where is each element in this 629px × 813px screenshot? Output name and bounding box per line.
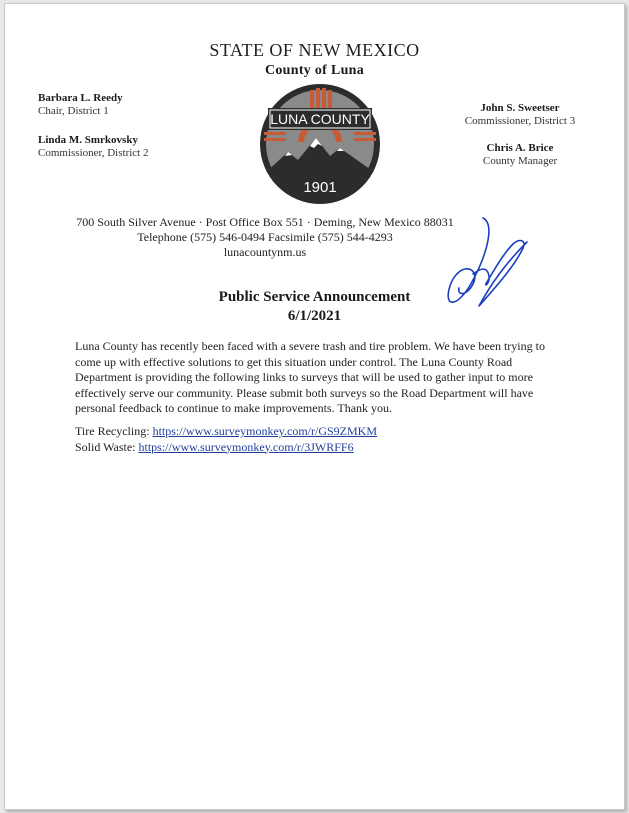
official-right-2 <box>445 142 595 168</box>
official-title: County Manager <box>482 155 558 167</box>
official-name: Linda M. Smrkovsky <box>38 134 138 146</box>
solid-waste-label: Solid Waste: <box>75 439 139 454</box>
website-line: lunacountynm.us <box>223 245 307 259</box>
seal-top-text: LUNA COUNTY <box>270 111 370 127</box>
address-line: 700 South Silver Avenue · Post Office Box 551 · Deming, New Mexico 88031 <box>76 215 454 229</box>
county-heading: County of Luna <box>264 63 365 78</box>
official-name: Chris A. Brice <box>486 142 554 154</box>
solid-waste-line <box>75 440 565 456</box>
announcement-body: Luna County has recently been faced with a severe trash and tire problem. We have been trying to come up with effective solutions to get this situation under control. The Luna County Road Department is providing the following links to surveys that will be used to gather input to more effectively serve our community. Please submit both surveys so the Road Department will have personal feedback to continue to make improvements. Thank you. <box>75 339 545 415</box>
tire-recycling-link[interactable]: https://www.surveymonkey.com/r/GS9ZMKM <box>152 424 377 438</box>
official-title: Chair, District 1 <box>38 105 109 117</box>
address-block <box>65 215 465 260</box>
announcement-date: 6/1/2021 <box>287 308 342 324</box>
official-name: Barbara L. Reedy <box>38 92 123 104</box>
official-left-2 <box>38 134 148 160</box>
county-seal <box>258 82 382 206</box>
official-name: John S. Sweetser <box>480 102 560 114</box>
solid-waste-link[interactable]: https://www.surveymonkey.com/r/3JWRFF6 <box>138 439 354 454</box>
official-title: Commissioner, District 3 <box>464 115 576 127</box>
official-title: Commissioner, District 2 <box>38 147 149 159</box>
survey-links <box>75 424 565 455</box>
official-left-1 <box>38 92 123 118</box>
announcement-heading <box>5 288 624 326</box>
tire-recycling-label: Tire Recycling: <box>75 424 153 438</box>
state-heading: STATE OF NEW MEXICO <box>209 40 420 60</box>
announcement-title: Public Service Announcement <box>218 289 411 305</box>
official-right-1 <box>445 102 595 128</box>
seal-year: 1901 <box>303 179 337 196</box>
document-page <box>4 3 625 810</box>
contact-line: Telephone (575) 546-0494 Facsimile (575) 544-4293 <box>137 230 393 244</box>
tire-recycling-line <box>75 424 565 440</box>
